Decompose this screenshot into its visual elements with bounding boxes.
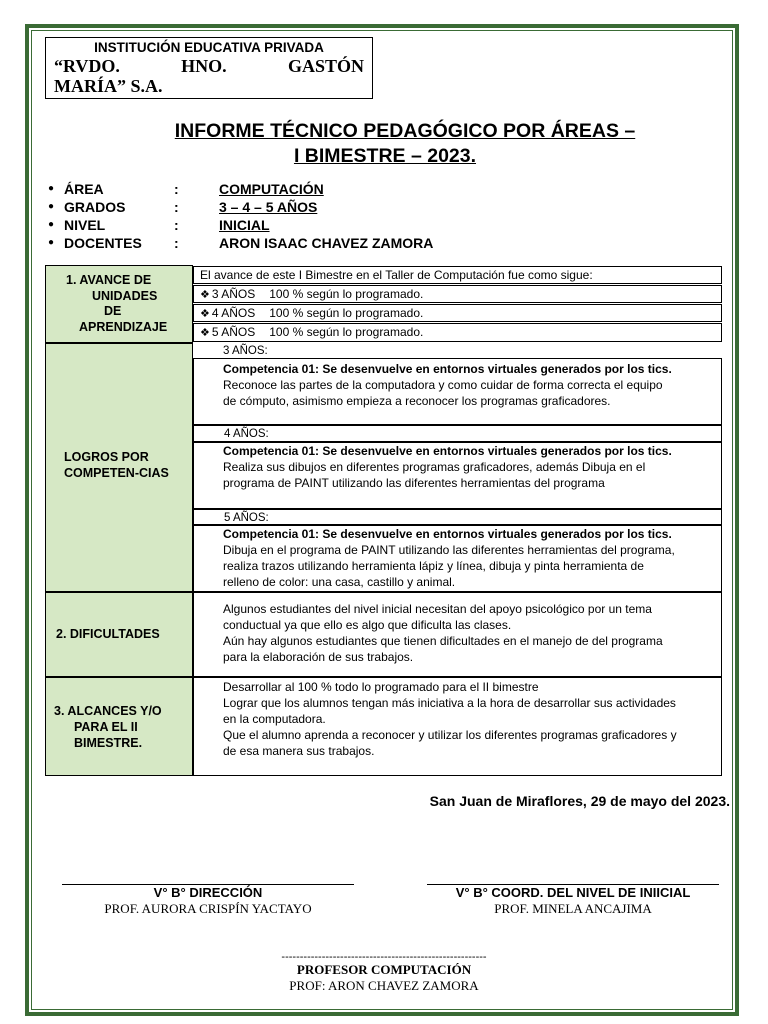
place-date: San Juan de Miraflores, 29 de mayo del 2023. <box>429 793 730 809</box>
info-colon: : <box>174 235 179 251</box>
label-line: COMPETEN-CIAS <box>64 466 169 480</box>
institution-name-line2: MARÍA” S.A. <box>54 76 163 96</box>
label-line: 1. AVANCE DE <box>66 273 152 287</box>
label-line: UNIDADES <box>92 288 158 303</box>
avance-intro-cell <box>193 266 722 284</box>
info-area <box>44 180 544 198</box>
alcance-line: Que el alumno aprenda a reconocer y utilizar los diferentes programas graficadores y <box>223 728 677 742</box>
institution-box <box>45 37 373 99</box>
dificultad-line: Algunos estudiantes del nivel inicial necesitan del apoyo psicológico por un tema <box>223 602 652 616</box>
report-title: INFORME TÉCNICO PEDAGÓGICO POR ÁREAS – <box>174 120 636 142</box>
info-grados <box>44 198 544 216</box>
signature-coordinacion <box>427 884 719 917</box>
logro-line: Reconoce las partes de la computadora y como cuidar de forma correcta el equipo <box>223 378 663 392</box>
dificultad-line: conductual ya que ello es algo que dificulta las clases. <box>223 618 512 632</box>
avance-status: 100 % según lo programado. <box>269 287 424 301</box>
info-label: ÁREA <box>64 181 104 197</box>
signature-dashes: -------------------------------------------------------- <box>281 951 487 963</box>
label-line: PARA EL II <box>74 720 138 734</box>
diamond-bullet-icon: ❖ <box>200 327 210 339</box>
institution-type: INSTITUCIÓN EDUCATIVA PRIVADA <box>94 40 324 55</box>
bullet-icon: ● <box>48 201 55 212</box>
alcance-line: Lograr que los alumnos tengan más iniciativa a la hora de desarrollar sus actividades <box>223 696 676 710</box>
label-alcances <box>45 677 193 776</box>
signature-title: V° B° COORD. DEL NIVEL DE INIICIAL <box>455 885 691 900</box>
info-value: INICIAL <box>219 217 270 233</box>
label-line: LOGROS POR <box>64 450 149 464</box>
bullet-icon: ● <box>48 183 55 194</box>
dificultad-line: Aún hay algunos estudiantes que tienen dificultades en el manejo de del programa <box>223 634 663 648</box>
avance-item <box>193 323 722 342</box>
signature-direccion <box>62 884 354 917</box>
info-label: NIVEL <box>64 217 106 233</box>
competencia-text: Competencia 01: Se desenvuelve en entornos virtuales generados por los tics. <box>223 362 672 376</box>
report-table <box>45 265 722 776</box>
info-value: 3 – 4 – 5 AÑOS <box>219 199 318 215</box>
logros-block-3 <box>193 358 722 425</box>
info-value: COMPUTACIÓN <box>219 181 324 197</box>
signature-title: PROFESOR COMPUTACIÓN <box>296 962 472 977</box>
logros-header-5: 5 AÑOS: <box>224 512 269 524</box>
info-colon: : <box>174 199 179 215</box>
bullet-icon: ● <box>48 237 55 248</box>
institution-name-line1: “RVDO. HNO. GASTÓN <box>54 56 364 76</box>
label-line: 2. DIFICULTADES <box>56 627 160 641</box>
label-dificultades <box>45 592 193 677</box>
avance-age: 4 AÑOS <box>211 306 256 320</box>
logro-line: de cómputo, asimismo empieza a reconocer los programas graficadores. <box>223 394 611 408</box>
avance-age: 3 AÑOS <box>211 287 256 301</box>
info-label: DOCENTES <box>64 235 142 251</box>
logro-line: realiza trazos utilizando herramienta lápiz y línea, dibuja y pinta herramienta de <box>223 559 644 573</box>
info-nivel <box>44 216 544 234</box>
dificultad-line: para la elaboración de sus trabajos. <box>223 650 414 664</box>
label-line: BIMESTRE. <box>74 736 143 750</box>
signature-name: PROF: ARON CHAVEZ ZAMORA <box>289 978 479 993</box>
info-docentes <box>44 234 544 252</box>
label-avance <box>45 265 193 343</box>
logros-block-5 <box>193 525 722 592</box>
alcance-line: Desarrollar al 100 % todo lo programado para el II bimestre <box>223 680 539 694</box>
signature-title: V° B° DIRECCIÓN <box>153 885 263 900</box>
info-label: GRADOS <box>64 199 126 215</box>
avance-item <box>193 285 722 303</box>
bullet-icon: ● <box>48 219 55 230</box>
signature-name: PROF. MINELA ANCAJIMA <box>494 901 652 916</box>
report-subtitle: I BIMESTRE – 2023. <box>293 145 477 167</box>
logro-line: Realiza sus dibujos en diferentes programas graficadores, además Dibuja en el <box>223 460 646 474</box>
info-colon: : <box>174 217 179 233</box>
avance-status: 100 % según lo programado. <box>269 325 424 339</box>
logros-header-4: 4 AÑOS: <box>224 428 269 440</box>
alcance-line: de esa manera sus trabajos. <box>223 744 375 758</box>
avance-age: 5 AÑOS <box>211 325 256 339</box>
label-line: APRENDIZAJE <box>79 319 168 334</box>
label-line: 3. ALCANCES Y/O <box>54 704 162 718</box>
competencia-text: Competencia 01: Se desenvuelve en entornos virtuales generados por los tics. <box>223 444 672 458</box>
avance-item-text <box>200 324 423 341</box>
logro-line: programa de PAINT utilizando las diferentes herramientas del programa <box>223 476 605 490</box>
dificultades-cell <box>193 592 722 677</box>
avance-intro: El avance de este I Bimestre en el Taller de Computación fue como sigue: <box>200 268 593 282</box>
avance-item-text <box>200 286 423 303</box>
avance-item-text <box>200 305 423 322</box>
avance-status: 100 % según lo programado. <box>269 306 424 320</box>
logro-line: Dibuja en el programa de PAINT utilizando las diferentes herramientas del programa, <box>223 543 675 557</box>
diamond-bullet-icon: ❖ <box>200 308 210 320</box>
logros-header-cell-4 <box>193 425 722 442</box>
label-line: DE <box>104 304 122 318</box>
info-colon: : <box>174 181 179 197</box>
avance-item <box>193 304 722 322</box>
logro-line: relleno de color: una casa, castillo y animal. <box>223 575 456 589</box>
competencia-text: Competencia 01: Se desenvuelve en entornos virtuales generados por los tics. <box>223 527 672 541</box>
logros-header-cell-5 <box>193 509 722 525</box>
report-info <box>44 180 544 252</box>
alcance-line: en la computadora. <box>223 712 326 726</box>
logros-block-4 <box>193 442 722 509</box>
signature-name: PROF. AURORA CRISPÍN YACTAYO <box>104 901 312 916</box>
label-logros <box>45 343 193 592</box>
signature-profesor <box>234 952 534 994</box>
alcances-cell <box>193 677 722 776</box>
diamond-bullet-icon: ❖ <box>200 289 210 301</box>
info-value: ARON ISAAC CHAVEZ ZAMORA <box>219 235 434 251</box>
logros-header-3: 3 AÑOS: <box>223 345 268 357</box>
